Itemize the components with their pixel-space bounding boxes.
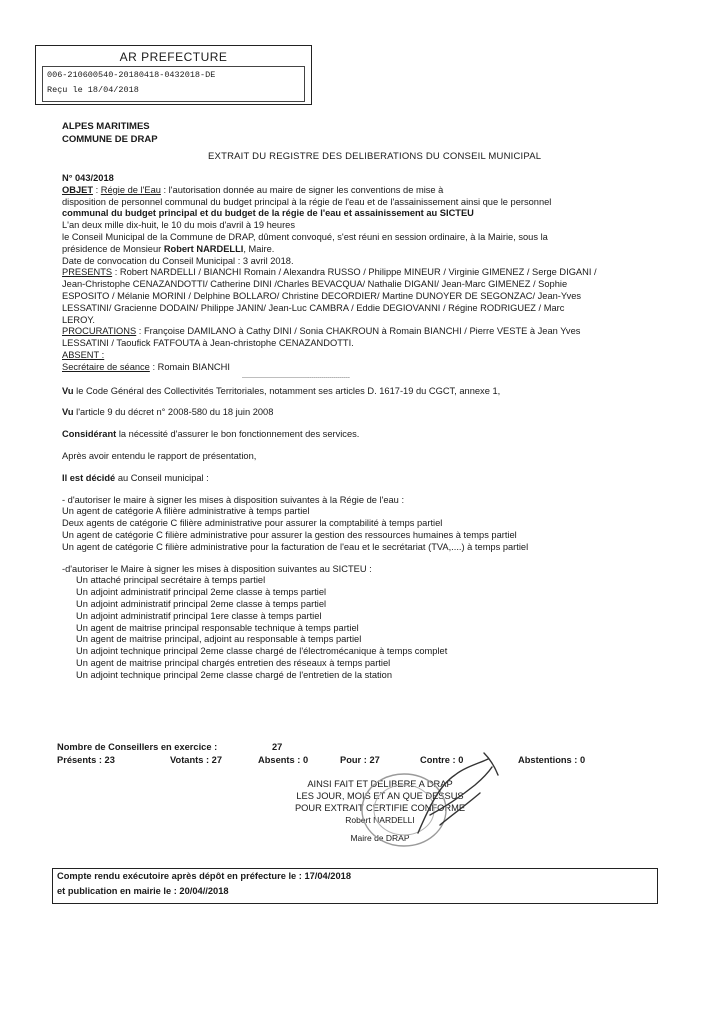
decide-text: au Conseil municipal : [115,472,209,483]
signature-line-2: LES JOUR, MOIS ET AN QUE DESSUS [296,791,464,801]
procurations-line-2: LESSATINI / Taoufick FATFOUTA à Jean-christophe CENAZANDOTTI. [62,338,354,349]
vu-line-2 [62,407,682,419]
procurations-names-1: : Françoise DAMILANO à Cathy DINI / Sonia CHAKROUN à Romain BIANCHI / Pierre VESTE à Jean Yves [136,326,581,337]
executory-line-2: et publication en mairie le : 20/04//2018 [57,886,229,896]
signatory-name: Robert NARDELLI [345,815,415,825]
objet-text: : l'autorisation donnée au maire de signer les conventions de mise à [160,184,444,195]
convocation-date: Date de convocation du Conseil Municipal : 3 avril 2018. [62,255,294,266]
stamp-received-date: Reçu le 18/04/2018 [47,85,139,95]
sicteu-list [62,575,682,681]
presents-line-1 [62,267,682,279]
sicteu-item: Un adjoint technique principal 2eme classe chargé de l'électromécanique à temps complet [76,646,448,657]
presents-label: PRESENTS [62,267,113,278]
stamp-reference: 006-210600540-20180418-0432018-DE [47,70,216,80]
vu-text-2: l'article 9 du décret n° 2008-580 du 18 juin 2008 [73,407,274,418]
deliberation-body [62,173,682,681]
council-line-1: le Conseil Municipal de la Commune de DRAP, dûment convoqué, s'est réuni en session ordinaire, à la Mairie, sous la [62,231,548,242]
regie-item: Un agent de catégorie C filière administrative pour la facturation de l'eau et le secrétariat (TVA,....) à temps partiel [62,541,529,552]
council-line-2 [62,244,682,256]
procurations-line-1 [62,326,682,338]
procurations-label: PROCURATIONS [62,326,137,337]
sicteu-item: Un adjoint technique principal 2eme classe chargé de l'entretien de la station [76,669,392,680]
department-name: ALPES MARITIMES [62,121,150,132]
vote-presents: Présents : 23 [57,755,115,765]
date-line: L'an deux mille dix-huit, le 10 du mois d'avril à 19 heures [62,220,295,231]
sicteu-item: Un agent de maitrise principal chargés entretien des réseaux à temps partiel [76,657,391,668]
sicteu-item: Un attaché principal secrétaire à temps partiel [76,575,266,586]
signature-line-1: AINSI FAIT ET DELIBERE A DRAP [307,779,453,789]
vu-text-1: le Code Général des Collectivités Territoriales, notamment ses articles D. 1617-19 du CGCT, annexe 1, [73,385,501,396]
sicteu-item: Un agent de maitrise principal responsable technique à temps partiel [76,622,359,633]
sicteu-item: Un adjoint administratif principal 1ere classe à temps partiel [76,610,322,621]
conseillers-value: 27 [272,742,283,752]
executory-line-1: Compte rendu exécutoire après dépôt en préfecture le : 17/04/2018 [57,871,351,881]
presents-line-3: ESPOSITO / Mélanie MORINI / Delphine BOLLARO/ Christine DECORDIER/ Martine DUNOYER DE SEGONZAC/ Jean-Yves [62,290,582,301]
mayor-name: Robert NARDELLI [163,243,244,254]
vu-keyword-1: Vu [62,385,74,396]
sicteu-item: Un adjoint administratif principal 2eme classe à temps partiel [76,587,327,598]
considerant-text: la nécessité d'assurer le bon fonctionnement des services. [116,429,360,440]
vu-line-1 [62,386,682,398]
presents-line-5: LEROY. [62,314,95,325]
sicteu-item: Un adjoint administratif principal 2eme classe à temps partiel [76,598,327,609]
objet-line [62,185,682,197]
objet-sep: : [93,184,101,195]
separator: ------------------------------------------------------ [242,374,350,381]
vu-keyword-2: Vu [62,407,74,418]
stamp-inner-box [42,66,305,102]
presents-names-1: : Robert NARDELLI / BIANCHI Romain / Alexandra RUSSO / Philippe MINEUR / Virginie GIMENEZ / Serge DIGANI / [112,267,597,278]
absent-label: ABSENT : [62,349,105,360]
secretaire-line [62,362,682,374]
prefecture-stamp [35,45,312,105]
objet-label: OBJET [62,184,93,195]
secretaire-label: Secrétaire de séance [62,361,150,372]
handwritten-signature [400,745,505,840]
signatory-role: Maire de DRAP [350,833,410,843]
secretaire-name: : Romain BIANCHI [149,361,230,372]
mayor-title: , Maire. [243,243,275,254]
objet-line-2: disposition de personnel communal du budget principal à la régie de l'eau et de l'assainissement ainsi que le personnel [62,196,552,207]
regie-item: Un agent de catégorie A filière administrative à temps partiel [62,506,310,517]
objet-line-3: communal du budget principal et du budget de la régie de l'eau et assainissement au SICTEU [62,208,474,219]
objet-subject: Régie de l'Eau [100,184,161,195]
council-presidence: présidence de Monsieur [62,243,164,254]
vote-abstentions: Abstentions : 0 [518,755,586,765]
signature-line-3: POUR EXTRAIT CERTIFIE CONFORME [294,803,466,813]
decide-line [62,473,682,485]
considerant-line [62,429,682,441]
apres-line: Après avoir entendu le rapport de présentation, [62,450,257,461]
considerant-keyword: Considérant [62,429,117,440]
document-title: EXTRAIT DU REGISTRE DES DELIBERATIONS DU CONSEIL MUNICIPAL [208,151,542,162]
vote-pour: Pour : 27 [340,755,380,765]
deliberation-number: N° 043/2018 [62,173,114,183]
conseillers-label: Nombre de Conseillers en exercice : [57,742,218,752]
commune-name: COMMUNE DE DRAP [62,134,158,145]
executory-box [52,868,658,904]
presents-line-4: LESSATINI/ Gracienne DODAIN/ Philippe JANIN/ Jean-Luc CAMBRA / Eddie DEGIOVANNI / Régine RODRIGUEZ / Marc [62,302,565,313]
sicteu-item: Un agent de maitrise principal, adjoint au responsable à temps partiel [76,634,362,645]
presents-line-2: Jean-Christophe CENAZANDOTTI/ Catherine DINI /Charles BEVACQUA/ Nathalie DIGANI/ Jean-Marc GIMENEZ / Sophie [62,279,568,290]
decide-keyword: Il est décidé [62,472,116,483]
sicteu-intro: -d'autoriser le Maire à signer les mises à disposition suivantes au SICTEU : [62,563,372,574]
regie-item: Deux agents de catégorie C filière administrative pour assurer la comptabilité à temps partiel [62,518,443,529]
regie-item: Un agent de catégorie C filière administrative pour assurer la gestion des ressources humaines à temps partiel [62,529,517,540]
vote-contre: Contre : 0 [420,755,464,765]
vote-absents: Absents : 0 [258,755,309,765]
regie-intro: - d'autoriser le maire à signer les mises à disposition suivantes à la Régie de l'eau : [62,494,405,505]
stamp-title: AR PREFECTURE [119,50,228,64]
vote-votants: Votants : 27 [170,755,223,765]
